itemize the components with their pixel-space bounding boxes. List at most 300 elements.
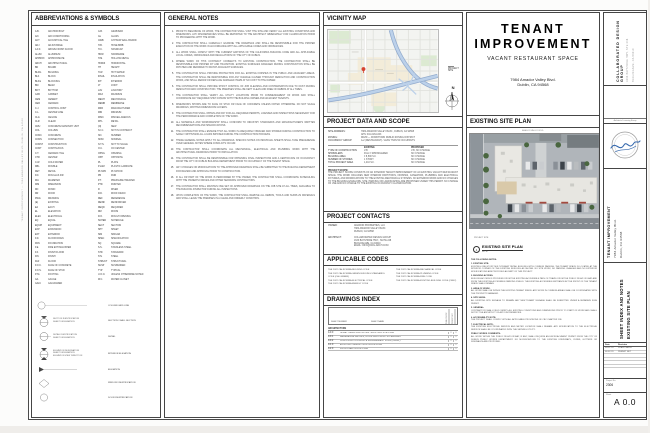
firm-name: COLLABORATED DESIGN GROUP [615,20,624,82]
abbreviation-term: ELECTRICAL [48,215,63,218]
abbreviation-term: SUSPENDED [111,265,126,267]
abbreviation-key: PLYWD [98,170,106,173]
proposed-value: NO CHANGE [411,158,425,161]
abbreviation-key: EQUIP [35,224,43,227]
note-body: THE PROJECT SHALL COMPLY WITH ALL APPLICABLE PROVISIONS OF CBC CHAPTER 11B. [471,319,562,322]
general-note [169,122,315,128]
general-note [169,95,315,101]
row-label: SPRINKLERS [328,152,343,155]
abbreviation-key: H.B. [98,44,103,47]
callout-number-bub: 1 [473,246,480,253]
note-text: UPON COMPLETION OF THE WORK, THE CONTRACTOR SHALL REMOVE ALL DEBRIS, TOOLS AND SURPLUS MATERIALS AND SHALL LEAVE THE PREMISES IN A CLEAN AND ORDERLY CONDITION. [176,194,315,200]
permit-check-mark: X [453,344,458,346]
abbreviation-term: METAL [111,121,119,123]
window-marker-icon [37,379,51,388]
plot-stamp-text: TENANT IMPROVEMENT — 7984 AMADOR VALLEY BLVD, DUBLIN, CA 94568 [22,118,24,222]
abbreviation-key: F.E. [35,247,39,249]
abbreviation-key: STRUCT [98,260,108,263]
abbreviation-term: TYPICAL [111,269,121,272]
abbreviation-key: PL [98,161,101,164]
abbreviation-term: CERAMIC TILE [48,152,65,155]
project-title-box [467,13,599,116]
firm-address-line1: 1633 BAYSHORE HWY, STE 248 [626,38,629,82]
abbreviation-term: DETAIL [48,170,56,173]
abbreviation-term: EQUIPMENT [48,224,62,227]
abbreviation-term: INTERIOR [111,80,122,83]
siteplan-note [471,263,597,273]
abbreviation-term: DIAMETER [48,179,60,182]
siteplan-note [471,288,597,296]
note-number: 12. [170,140,174,143]
strip-project-address1: 7984 Amador Valley Blvd. [613,219,617,258]
abbreviation-key: GALV [35,283,41,285]
siteplan-note [471,307,597,315]
abbreviation-key: TYP [98,269,103,272]
abbreviation-term: FACE OF STUD [48,269,65,272]
abbreviation-term: CONCRETE [48,134,61,137]
abbreviation-key: DR [35,193,39,195]
abbreviation-term: BOTTOM [48,89,58,92]
existing-value: FULLY SPRINKLERED [364,152,388,155]
abbreviation-key: ADJ [35,44,40,47]
abbreviation-term: NOT IN CONTRACT [111,130,133,132]
abbreviation-key: CTR [35,157,40,159]
abbreviation-term: BLOCK [48,76,56,78]
abbreviation-term: SCHEDULE [111,220,124,222]
abbreviation-key: ACT [35,40,40,42]
abbreviation-key: FLR [35,260,40,263]
abbreviation-key: SIM [98,233,103,236]
strip-sheet-title-block [604,263,646,343]
abbreviation-term: CERAMIC [48,103,59,105]
note-heading: 3. AREA OF WORK: [471,287,491,290]
note-text: PRIOR TO BEGINNING OF WORK, THE CONTRACTOR SHALL VISIT THE SITE AND VERIFY ALL EXISTING CONDITIONS AND DIMENSIONS. ANY DISCREPANCIES SHALL BE REPORTED TO THE ARCHITECT IMMEDIATELY FOR CLARIFICATION PRIOR TO PROCEEDING WITH THE WORK. [176,31,315,40]
abbreviation-key: NOM [98,139,104,141]
abbreviation-term: PAINTED [111,184,121,186]
note-text: THE CONTRACTOR SHALL BE RESPONSIBLE FOR OBTAINING FINAL INSPECTIONS AND A CERTIFICATE OF OCCUPANCY FROM THE CITY OF DUBLIN BUILDING DEPARTMENT PRIOR TO OCCUPANCY OF THE TENANT SPACE. [176,158,315,164]
note-text: THESE GENERAL NOTES APPLY TO ALL DRAWINGS. SPECIFIC NOTES ON INDIVIDUAL SHEETS SHALL TAKE PRECEDENCE OVER GENERAL NOTES WHERE CONFLICTS OCCUR. [176,140,315,146]
abbreviation-key: P.T. [98,179,102,182]
abbreviation-key: DN [35,188,39,191]
abbreviations-column-2 [98,30,157,287]
abbreviation-key: G.B. [98,31,103,33]
plan-check-mark: X [448,336,453,338]
abbreviation-key: ARCH [35,62,42,65]
note-heading: PUBLIC WORKS COMMENTS: [471,333,501,336]
note-number: 10. [170,121,174,124]
abbreviation-term: PLYWOOD [111,170,123,173]
abbreviation-key: H.W. [98,71,103,74]
abbreviation-key: INT [98,80,102,83]
abbreviation-key: A.F.F. [35,49,41,51]
abbreviation-term: CONCRETE MASONRY UNIT [48,125,80,128]
abbreviation-term: INSULATION [111,76,125,78]
abbreviation-key: MEMB [98,103,105,105]
data-value: DDZD — DOWNTOWN DUBLIN ZONING DISTRICT [361,136,416,139]
plan-check-mark: X [448,332,453,334]
siteplan-notes [471,259,597,346]
firm-address-line2: BURLINGAME, CA 94010 [631,48,635,82]
abbreviation-term: CONTINUOUS [48,148,64,150]
strip-project-title: TENANT IMPROVEMENT [607,206,611,258]
abbreviation-key: A.B. [35,31,40,33]
abbreviation-key: BLKG [35,80,42,83]
abbreviation-key: CER [35,103,40,105]
note-text: THE CONTRACTOR SHALL PROVIDE STRICT CONTROL OF JOB CLEANING AND CONTAMINATION DUE TO DUST DURING DEMOLITION AND CONSTRUCTION. THE PREMISES SHALL BE KEPT CLEAN AND FREE OF DEBRIS AT ALL TIMES. [176,85,315,91]
abbreviation-term: BLOCKING [48,80,60,83]
abbreviation-term: ROOM [111,211,119,213]
sheet-number-cell: A 0.1 [328,336,334,339]
abbreviation-row [35,282,94,287]
abbreviation-term: STAINLESS STEEL [111,247,132,249]
abbreviation-term: NUMBER [111,134,121,137]
project-number-value: 2306 [606,382,614,387]
note-text: IF ALL OR PART OF THE WORK IS PERFORMED BY THE OWNER, THE CONTRACTOR SHALL COORDINATE SCHEDULING WITH THE OWNER'S FORCES AND OTHER SEPARATE CONTRACTORS. [176,176,315,182]
abbreviation-key: H.M. [98,58,103,60]
drawings-index-legend [328,307,458,325]
abbreviation-term: GYPSUM WALL BOARD [111,40,137,42]
abbreviation-key: MTL [98,121,103,123]
symbol-description: SECTION IDENTIFICATION SHEET DESIGNATION [53,318,80,323]
siteplan-note [471,333,597,343]
panel-middle-column [323,12,463,418]
general-note [169,61,315,70]
abbreviation-key: F.O.S. [35,269,42,272]
sheet-label: Sheet [606,394,612,396]
abbreviation-term: CLEAR [48,121,56,123]
abbreviation-term: GALVANIZED [48,283,63,285]
abbreviation-term: ABOVE FINISH FLOOR [48,49,73,51]
abbreviation-term: BUILDING [48,71,59,74]
general-notes-header: GENERAL NOTES [165,13,319,26]
project-contacts-header: PROJECT CONTACTS [324,211,462,223]
note-number: 6. [172,85,174,88]
codes-column-right [396,269,458,287]
abbreviation-term: DOUBLE [48,166,58,168]
panel-abbreviations [31,12,161,418]
symbol-category: WINDOW IDENTIFICATION [108,382,136,384]
revisions-block [604,343,646,379]
drawings-index-header: DRAWINGS INDEX [324,294,462,306]
abbreviation-key: HT [98,67,102,69]
abbreviation-key: DIM [35,184,40,186]
abbreviation-key: CONC [35,134,42,137]
abbreviation-term: GRAB BAR [111,31,123,33]
abbreviation-key: APPROX [35,58,45,60]
sheet-number-cell: A 2.0 [328,348,334,350]
abbreviation-key: C.W. [35,161,40,164]
contact-architect [328,237,458,249]
index-row [328,348,458,352]
abbreviation-key: F.O.C. [35,265,42,267]
project-contacts-content [324,223,462,253]
general-note [169,86,315,92]
note-number: 17. [170,185,174,188]
code-item: THE 2022 CALIFORNIA ELECTRICAL CODE [328,279,373,282]
abbreviation-key: BM [35,85,39,87]
abbreviation-key: O.C. [98,148,103,150]
strip-project-address2: Dublin, CA 94568 [619,231,623,258]
siteplan-project-site-label: PROJECT SITE [474,237,489,239]
abbreviation-term: ROOF DRAIN [111,193,126,195]
existing-column-header: EXISTING [364,147,375,150]
abbreviation-key: BLK [35,76,40,78]
abbreviations-list [32,26,160,287]
abbreviation-term: DIMENSION [48,184,62,186]
siteplan-note [471,275,597,285]
abbreviation-term: CEMENT [48,98,58,101]
contact-lines: AMADOR PROPERTIES, LLC 7984 AMADOR VALLEY BLVD. DUBLIN, CA 94568 [354,225,386,233]
general-note [169,104,315,110]
table-row [328,162,458,165]
abbreviation-term: OPENING [111,152,122,155]
abbreviation-key: GA [35,278,39,281]
panel-title-and-siteplan [466,12,600,418]
abbreviation-key: HDW [98,53,104,56]
abbreviation-term: FACE OF CONCRETE [48,265,72,267]
general-note [169,73,315,82]
note-text: THE CONTRACTOR SHALL COORDINATE ALL MECHANICAL, ELECTRICAL AND PLUMBING WORK WITH THE ARCHITECTURAL DRAWINGS PRIOR TO INSTALLATION. [176,149,315,155]
general-note [169,167,315,173]
contact-role: OWNER: [328,225,338,227]
sheet-name-cell: CONSTRUCTION WASTE MANAGEMENT PLAN (CWMP) [340,340,401,343]
abbreviation-key: MFR [98,107,103,110]
contact-owner [328,225,458,234]
abbreviation-term: LAVATORY [111,89,123,92]
abbreviation-key: PTD [98,184,103,186]
abbreviation-key: CEM [35,98,41,101]
abbreviation-key: EQ [35,220,39,222]
contact-role: ARCHITECT: [328,236,342,239]
note-text: THE CONTRACTOR SHALL CAREFULLY EXAMINE THE DRAWINGS AND SHALL BE RESPONSIBLE FOR THE PROPER EXECUTION OF THE WORK IN ACCORDANCE WITH ALL APPLICABLE CODES AND ORDINANCES. [176,43,315,49]
abbreviation-term: APPROXIMATE [48,58,65,60]
stamp-band-label: Architects Licensing Stamp [604,118,646,123]
abbreviation-term: FINISH FLOOR [48,251,65,254]
abbreviation-term: RISER [111,188,119,191]
abbreviation-term: ON CENTER [111,148,125,150]
existing-value: 1,410 S.F. [364,161,375,164]
general-note [169,186,315,192]
note-number: 1. [172,31,174,33]
row-label: TYPE OF CONSTRUCTION [328,150,357,153]
table-body [328,150,458,165]
abbreviation-term: CONNECTION [48,139,64,141]
abbreviation-key: FDN [35,242,40,245]
permit-column-label: PERMIT SET [452,309,456,324]
note-body: BUILDING ACCESS IS PROVIDED FROM THE EXISTING ACCESSIBLE PATH OF TRAVEL FROM THE PUBLIC RIGHT-OF-WAY AND FROM THE EXISTING ACCESSIBLE PARKING STALLS. THE EXISTING ACCESSIBLE ENTRANCE AT THE FRONT OF THE TENANT SPACE SHALL REMAIN. [471,278,597,286]
abbreviation-term: COLD WATER [48,161,64,164]
symbol-category: DOOR IDENTIFICATION [108,396,133,399]
vicinity-map-box [324,26,462,116]
general-note [169,158,315,164]
abbreviation-key: DET [35,170,40,173]
abbreviation-term: PLASTIC LAMINATE [111,166,133,168]
abbreviation-term: NOT TO SCALE [111,143,128,146]
abbreviation-key: H.C. [98,49,103,51]
abbreviation-term: HOLLOW METAL [111,58,130,60]
note-text: THE CONTRACTOR SHALL PROVIDE PROTECTION FOR ALL EXISTING FINISHES IN THE PUBLIC AND ADJACENT AREAS. THE CONTRACTOR SHALL BE RESPONSIBLE FOR ANY DAMAGE CAUSED THROUGH DEMOLITION AND CONSTRUCTION WORK, AND SHALL REPAIR OR REPLACE DAMAGED ITEMS AT NO COST TO THE OWNER. [176,73,315,82]
panel-general-notes [164,12,320,418]
abbreviation-term: SPECIFICATION [111,238,129,240]
abbreviation-term: ALUMINUM [48,53,61,56]
code-item: THE 2022 CALIFORNIA EXISTING BUILDING CODE (CEBC) [396,279,457,282]
leader-line [448,66,454,67]
proposed-value: NO CHANGE [411,155,425,158]
abbreviation-key: SECT [98,224,105,227]
abbreviation-key: CONN [35,139,42,141]
abbreviation-term: COLUMN [48,130,58,132]
abbreviation-key: W.C. [98,278,103,281]
data-value: 7984 AMADOR VALLEY BLVD., DUBLIN, CA 94568 [361,131,414,133]
callout-text [482,244,523,253]
revisions-rows [604,347,646,368]
abbreviation-key: DBL [35,166,40,168]
abbreviation-term: CENTER LINE [48,112,64,114]
abbreviation-term: ACOUSTICAL TILE [48,40,69,42]
door-marker-icon [37,393,51,402]
abbreviation-term: FLOOR DRAIN [48,238,64,240]
sheet-title-line1: SHEET INDEX AND NOTES [619,279,624,339]
legend-sheet-name-label: SHEET NAME [371,321,384,323]
sheet-number-cell: A 0.0 [328,332,334,335]
note-heading: 7. ELECTRICAL NOTE: [471,323,494,326]
abbreviation-term: FOUNDATION [48,242,64,245]
abbreviation-key: BLDG [35,71,42,74]
abbreviation-key: R.D. [98,193,103,195]
abbreviation-key: JT [98,85,101,87]
sheet-number-cell: A 1.0 [328,344,334,347]
symbol-category: COLUMN GRID LINE [108,304,130,307]
revision-desc-column: Revision [618,343,628,346]
abbreviation-key: MISC [98,116,104,119]
abbreviation-key: FTG [35,274,40,276]
project-data-header: PROJECT DATA AND SCOPE [324,116,462,128]
siteplan-callout [473,244,523,253]
proposed-value: V-B, NO CHANGE [411,150,430,153]
code-item: THE 2022 CALIFORNIA GREEN BUILDING STANDARDS CODE (CAL GREEN) [328,272,385,278]
note-text: ALL MATERIALS AND WORKMANSHIP SHALL CONFORM TO INDUSTRY STANDARDS AND MANUFACTURER'S WRITTEN RECOMMENDATIONS AND SPECIFICATIONS. [176,121,315,128]
abbreviation-key: OPNG [98,152,105,155]
note-number: 16. [170,176,174,179]
drawings-index-table [328,328,458,351]
note-heading: 4. SITE SIGNS: [471,297,486,300]
abbreviation-term: STANDARD [111,251,124,254]
note-number: 15. [170,167,174,170]
plan-check-mark: X [448,340,453,342]
abbreviation-term: MANUFACTURER [111,107,131,110]
abbreviation-key: A/C [35,35,39,38]
note-number: 7. [172,94,174,97]
symbols-legend [37,301,158,402]
general-note [169,131,315,137]
abbreviation-key: CMU [35,125,41,128]
note-number: 18. [170,194,174,197]
plan-check-mark: X [448,344,453,346]
project-subtitle: VACANT RESTAURANT SPACE [487,56,579,62]
abbreviation-key: (N) [98,125,102,128]
abbreviation-term: EQUAL [48,220,56,222]
note-text: THE CONTRACTOR SHALL VERIFY ALL UTILITY LOCATIONS PRIOR TO COMMENCEMENT OF WORK AND SHALL COORDINATE ANY REQUIRED SHUT-DOWNS WITH THE BUILDING OWNER AND ADJACENT TENANTS. [176,94,315,100]
abbreviation-key: MAX [98,94,103,96]
note-body: EXISTING ONE-STORY MULTI-TENANT RETAIL BUILDING WITH COMMON PARKING. THE TENANT SPACE IS LOCATED AT THE INTERIOR CORNER OF THE EXISTING BUILDING AS SHOWN. NO SITE WORK, NO PARKING CHANGES AND NO EXTERIOR MODIFICATIONS ARE PROPOSED AS PART OF THIS PROJECT. [471,265,597,273]
existing-value: ± 8,500 S.F. [364,155,377,158]
abbreviation-key: REINF [98,202,105,204]
abbreviation-term: EXISTING [48,202,59,204]
abbreviation-term: DRAWING [48,197,60,200]
note-text: DIMENSIONS SHOWN ARE TO FACE OF STUD OR FACE OF CONCRETE UNLESS NOTED OTHERWISE. DO NOT SCALE DRAWINGS; WRITTEN DIMENSIONS GOVERN. [176,103,315,109]
row-label: BUILDING AREA [328,155,346,158]
abbreviations-column-1 [35,30,94,287]
abbreviation-term: CONTROL JOINT [48,107,67,110]
abbreviation-term: SHEET [111,229,119,231]
abbreviation-term: EXPANSION [48,229,62,231]
abbreviation-term: HORIZONTAL [111,62,126,65]
abbreviation-key: EXT [35,233,40,236]
note-number: 14. [170,158,174,161]
general-note [169,113,315,119]
abbreviation-key: INSUL [98,76,105,78]
abbreviation-key: N.T.S. [98,143,105,146]
abbreviation-key: COL [35,130,40,132]
revision-description: PERMIT SET [618,350,632,353]
title-block-strip [603,12,647,418]
abbreviation-term: OPPOSITE [111,157,123,159]
codes-column-left [328,269,390,287]
abbreviation-key: N.I.C. [98,130,104,132]
abbreviation-term: HOSE BIBB [111,44,124,47]
interior-elevation-marker-icon [37,347,51,361]
aerial-photo-graphic [470,134,599,229]
abbreviation-term: ELEVATION [48,211,61,213]
abbreviation-term: PRESSURE TREATED [111,179,135,182]
project-data-row [328,140,458,143]
sheet-number: A 0.0 [614,397,636,407]
note-body: ALL EXISTING SITE SIGNAGE TO REMAIN. ANY NEW TENANT SIGNAGE SHALL BE SUBMITTED UNDER A SEPARATE SIGN PERMIT. [471,299,597,305]
abbreviation-key: CLG [35,116,40,119]
sheet-number-cell: A 0.2 [328,340,334,343]
abbreviation-term: WATER CLOSET [111,278,129,281]
abbreviation-key: SQ [98,242,102,245]
symbol-category: SECTION / WALL SECTION [108,320,136,322]
abbreviation-term: HARDWARE [111,53,125,56]
abbreviation-term: UNLESS OTHERWISE NOTED [111,274,144,276]
abbreviation-key: CLR [35,121,40,123]
abbreviation-term: FLOOR [48,260,56,263]
abbreviation-key: C.J. [35,107,40,110]
symbol-row-section [37,316,158,327]
abbreviation-key: ELEC [35,215,42,218]
abbreviation-term: STRUCTURAL [111,260,127,263]
note-body: THE EXISTING ELECTRICAL SERVICE AND METER LOCATION SHALL REMAIN. ANY MODIFICATION TO THE ELECTRICAL SERVICE SHALL BE COORDINATED WITH THE SERVING UTILITY. [471,326,597,331]
revision-date: 06.02.23 [605,350,614,353]
abbreviation-key: R [98,188,100,191]
note-number: 2. [172,43,174,46]
note-heading: 5. GENERAL: [471,307,485,310]
code-item: THE 2022 CALIFORNIA BUILDING CODE [328,269,370,271]
general-notes-list [165,26,319,206]
abbreviation-term: FOOTING [48,274,59,276]
abbreviation-key: DWG [35,197,41,200]
general-note [169,52,315,58]
sheet-name-cell: REFERENCE DETAILS, DOOR AND FINISH SCHEDULES [340,336,401,339]
note-text: THE CONTRACTOR SHALL MAINTAIN ONE SET OF APPROVED DRAWINGS ON THE JOB SITE AT ALL TIMES, AVAILABLE TO THE BUILDING INSPECTOR DURING ALL INSPECTIONS. [176,185,315,191]
note-heading: 1. EXISTING SITE: [471,263,489,266]
street-label: AMADOR VALLEY BLVD. [522,129,544,132]
applicable-codes-content [324,266,462,290]
elevation-marker-icon [37,366,77,373]
abbreviation-term: HANDICAP [111,49,123,51]
project-title: TENANT IMPROVEMENT [474,22,592,51]
